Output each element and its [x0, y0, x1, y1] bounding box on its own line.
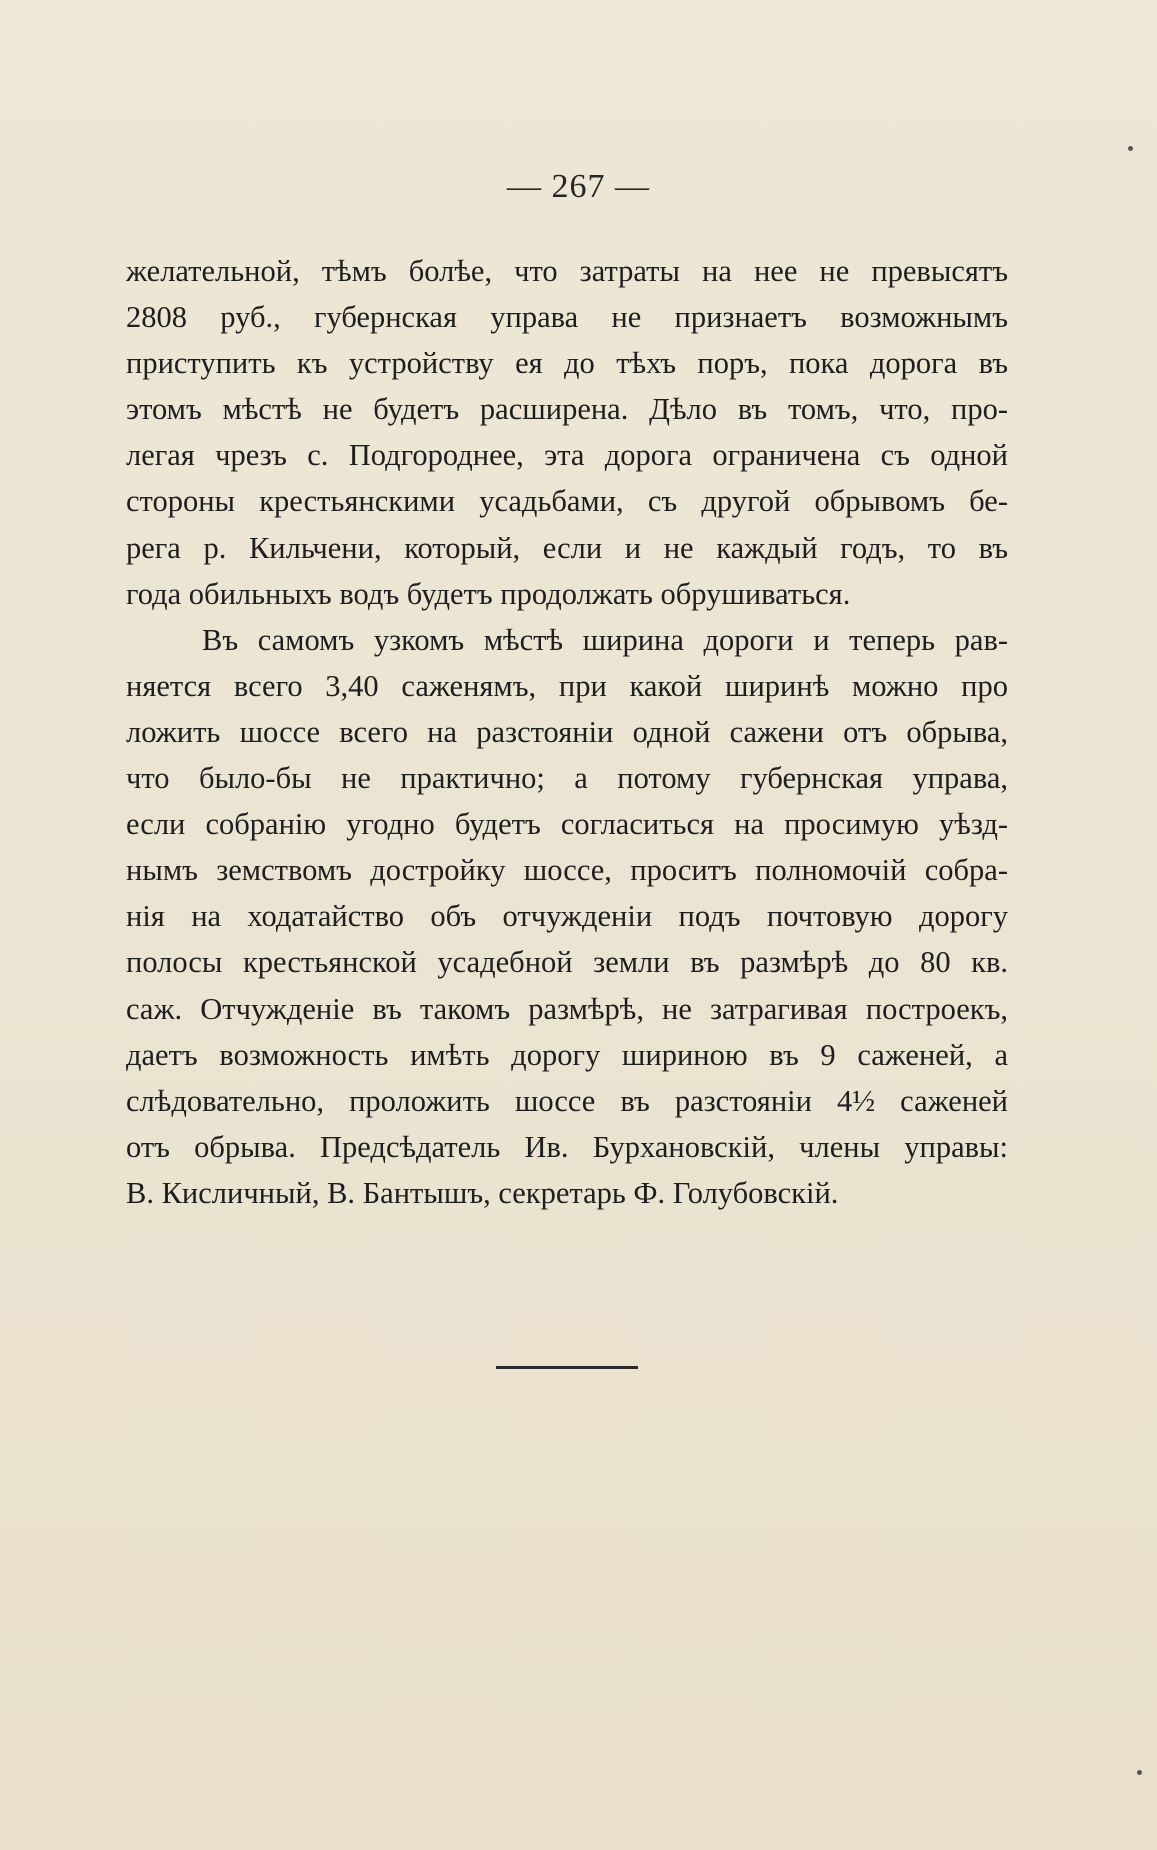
text-line: нымъ земствомъ достройку шоссе, проситъ полномочій собра-	[126, 853, 1008, 888]
text-line: желательной, тѣмъ болѣе, что затраты на нее не превысятъ	[126, 254, 1008, 288]
text-line: года обильныхъ водъ будетъ продолжать обрушиваться.	[126, 576, 851, 611]
body-text	[126, 248, 1008, 1216]
text-line: нія на ходатайство объ отчужденіи подъ почтовую дорогу	[126, 899, 1008, 934]
paragraph-1	[126, 248, 1008, 617]
text-line: Въ самомъ узкомъ мѣстѣ ширина дороги и теперь рав-	[202, 622, 1008, 657]
text-line: полосы крестьянской усадебной земли въ размѣрѣ до 80 кв.	[126, 945, 1008, 980]
text-line: стороны крестьянскими усадьбами, съ другой обрывомъ бе-	[126, 484, 1008, 519]
text-line: няется всего 3,40 саженямъ, при какой ширинѣ можно про	[126, 668, 1008, 703]
text-line: если собранію угодно будетъ согласиться на просимую уѣзд-	[126, 807, 1008, 842]
paragraph-2	[126, 617, 1008, 1216]
text-line: рега р. Кильчени, который, если и не каждый годъ, то въ	[126, 530, 1008, 565]
text-line: саж. Отчужденіе въ такомъ размѣрѣ, не затрагивая построекъ,	[126, 991, 1008, 1026]
text-line: легая чрезъ с. Подгороднее, эта дорога ограничена съ одной	[126, 438, 1008, 473]
text-line: ложить шоссе всего на разстояніи одной сажени отъ обрыва,	[126, 714, 1008, 749]
page-number: — 267 —	[507, 168, 650, 205]
ink-speck	[1128, 146, 1133, 151]
text-line: даетъ возможность имѣть дорогу шириною въ 9 саженей, а	[126, 1037, 1008, 1072]
section-divider	[496, 1366, 638, 1369]
text-line: В. Кисличный, В. Бантышъ, секретарь Ф. Голубовскій.	[126, 1175, 839, 1210]
text-line: что было-бы не практично; а потому губернская управа,	[126, 761, 1008, 796]
text-line: этомъ мѣстѣ не будетъ расширена. Дѣло въ томъ, что, про-	[126, 392, 1008, 427]
text-line: отъ обрыва. Предсѣдатель Ив. Бурхановскій, члены управы:	[126, 1129, 1008, 1164]
ink-speck	[1137, 1770, 1142, 1775]
text-line: слѣдовательно, проложить шоссе въ разстояніи 4½ саженей	[126, 1083, 1008, 1118]
text-line: 2808 руб., губернская управа не признаетъ возможнымъ	[126, 300, 1008, 335]
text-line: приступить къ устройству ея до тѣхъ поръ, пока дорога въ	[126, 346, 1008, 381]
